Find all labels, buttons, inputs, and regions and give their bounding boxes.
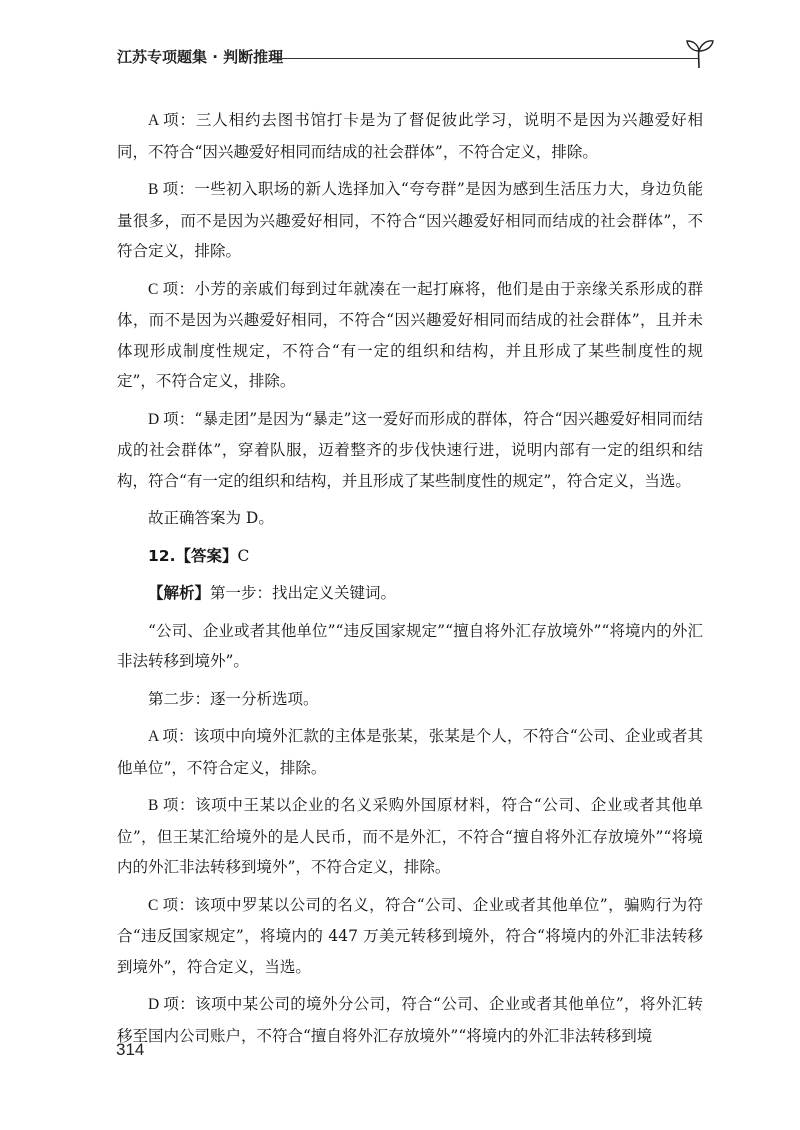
definition-keywords: “公司、企业或者其他单位”“违反国家规定”“擅自将外汇存放境外”“将境内的外汇非法转移到境外”。	[117, 621, 703, 670]
paragraph-c-option-q11: C 项：小芳的亲戚们每到过年就凑在一起打麻将，他们是由于亲缘关系形成的群体，而不是因为兴趣爱好相同，不符合“因兴趣爱好相同而结成的社会群体”，且并未体现形成制度性规定，不符合“有一定的组织和结构，并且形成了某些制度性的规定”，不符合定义，排除。	[117, 279, 703, 390]
paragraph-c-option-q12: C 项：该项中罗某以公司的名义，符合“公司、企业或者其他单位”，骗购行为符合“违反国家规定”，将境内的 447 万美元转移到境外，符合“将境内的外汇非法转移到境外”，符合定义，当选。	[117, 895, 703, 976]
page-number: 314	[116, 1040, 145, 1059]
analysis-step-two: 第二步：逐一分析选项。	[148, 689, 319, 708]
paragraph-conclusion-q11: 故正确答案为 D。	[148, 509, 274, 527]
paragraph-b-option-q12: B 项：该项中王某以企业的名义采购外国原材料，符合“公司、企业或者其他单位”，但王某汇给境外的是人民币，而不是外汇，不符合“擅自将外汇存放境外”“将境内的外汇非法转移到境外”，不符合定义，排除。	[117, 796, 703, 876]
paragraph-a-option-q12: A 项：该项中向境外汇款的主体是张某，张某是个人，不符合“公司、企业或者其他单位”，不符合定义，排除。	[117, 727, 703, 777]
paragraph-b-option-q11: B 项：一些初入职场的新人选择加入“夸夸群”是因为感到生活压力大，身边负能量很多，而不是因为兴趣爱好相同，不符合“因兴趣爱好相同而结成的社会群体”，不符合定义，排除。	[117, 180, 703, 260]
paragraph-a-option-q11: A 项：三人相约去图书馆打卡是为了督促彼此学习，说明不是因为兴趣爱好相同，不符合“因兴趣爱好相同而结成的社会群体”，不符合定义，排除。	[117, 111, 703, 161]
paragraph-d-option-q12: D 项：该项中某公司的境外分公司，符合“公司、企业或者其他单位”，将外汇转移至国内公司账户，不符合“擅自将外汇存放境外”“将境内的外汇非法转移到境	[117, 995, 703, 1045]
header-title: 江苏专项题集 · 判断推理	[117, 48, 284, 66]
running-header	[117, 38, 717, 78]
answer-line-q12: 12.【答案】C	[148, 546, 250, 565]
analysis-step-one: 【解析】第一步：找出定义关键词。	[148, 584, 397, 602]
paragraph-d-option-q11: D 项：“暴走团”是因为“暴走”这一爱好而形成的群体，符合“因兴趣爱好相同而结成的社会群体”，穿着队服，迈着整齐的步伐快速行进，说明内部有一定的组织和结构，符合“有一定的组织和结构，并且形成了某些制度性的规定”，符合定义，当选。	[117, 409, 703, 490]
header-rule	[269, 58, 699, 59]
answer-explanation-body	[117, 105, 703, 1058]
sprout-icon	[685, 38, 715, 70]
